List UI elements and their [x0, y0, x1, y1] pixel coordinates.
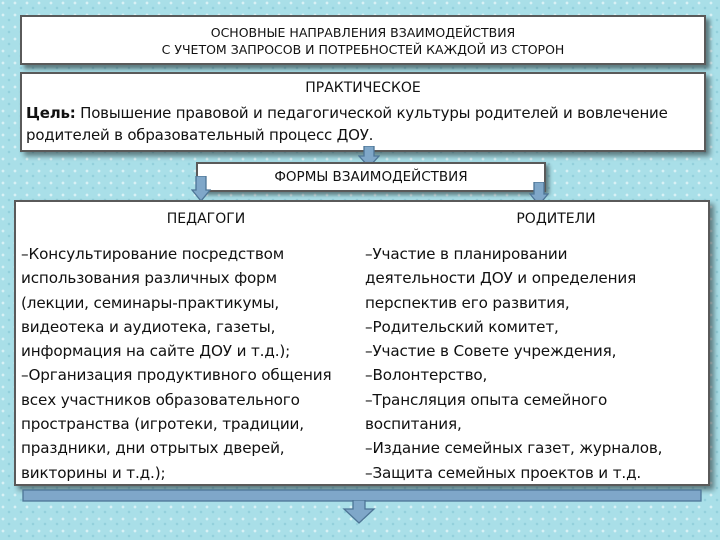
- teachers-line: –Организация продуктивного общения: [21, 366, 332, 385]
- parents-line: –Родительский комитет,: [365, 317, 559, 336]
- down-arrow-icon: [191, 176, 211, 202]
- teachers-line: использования различных форм: [21, 269, 277, 288]
- parents-line: –Участие в планировании: [365, 245, 568, 263]
- teachers-line: видеотека и аудиотека, газеты,: [21, 317, 276, 336]
- parents-line: –Защита семейных проектов и т.д.: [365, 463, 642, 482]
- forms-heading: ФОРМЫ ВЗАИМОДЕЙСТВИЯ: [274, 169, 468, 185]
- forms-box: [196, 162, 546, 192]
- practical-box: [20, 72, 706, 152]
- parents-heading: РОДИТЕЛИ: [516, 211, 596, 227]
- teachers-line: информация на сайте ДОУ и т.д.);: [21, 342, 291, 361]
- parents-line: –Волонтерство,: [365, 366, 488, 385]
- teachers-list: [21, 242, 366, 485]
- title-box: [20, 15, 706, 65]
- teachers-line: викторины и т.д.);: [21, 463, 166, 482]
- teachers-line: (лекции, семинары-практикумы,: [21, 293, 280, 312]
- teachers-line: –Консультирование посредством: [21, 245, 285, 263]
- title-line-1: ОСНОВНЫЕ НАПРАВЛЕНИЯ ВЗАИМОДЕЙСТВИЯ: [210, 25, 516, 40]
- forms-table: [14, 200, 710, 486]
- parents-list: [365, 242, 710, 485]
- practical-heading: ПРАКТИЧЕСКОЕ: [305, 80, 421, 96]
- parents-line: –Участие в Совете учреждения,: [365, 342, 617, 361]
- parents-line: деятельности ДОУ и определения: [365, 269, 637, 288]
- goal-label: Цель:: [26, 104, 76, 122]
- teachers-line: праздники, дни отрытых дверей,: [21, 439, 285, 458]
- parents-line: перспектив его развития,: [365, 293, 570, 312]
- goal-description: Повышение правовой и педагогической культуры родителей и вовлечение родителей в образовательный процесс ДОУ.: [26, 104, 668, 144]
- title-line-2: С УЧЕТОМ ЗАПРОСОВ И ПОТРЕБНОСТЕЙ КАЖДОЙ ИЗ СТОРОН: [161, 42, 565, 57]
- parents-line: –Трансляция опыта семейного: [365, 390, 608, 409]
- parents-line: –Издание семейных газет, журналов,: [365, 439, 663, 458]
- goal-text: [26, 102, 696, 146]
- teachers-line: пространства (игротеки, традиции,: [21, 415, 304, 434]
- down-arrow-icon: [342, 500, 376, 524]
- teachers-heading: ПЕДАГОГИ: [166, 211, 246, 227]
- parents-line: воспитания,: [365, 415, 462, 434]
- teachers-line: всех участников образовательного: [21, 390, 300, 409]
